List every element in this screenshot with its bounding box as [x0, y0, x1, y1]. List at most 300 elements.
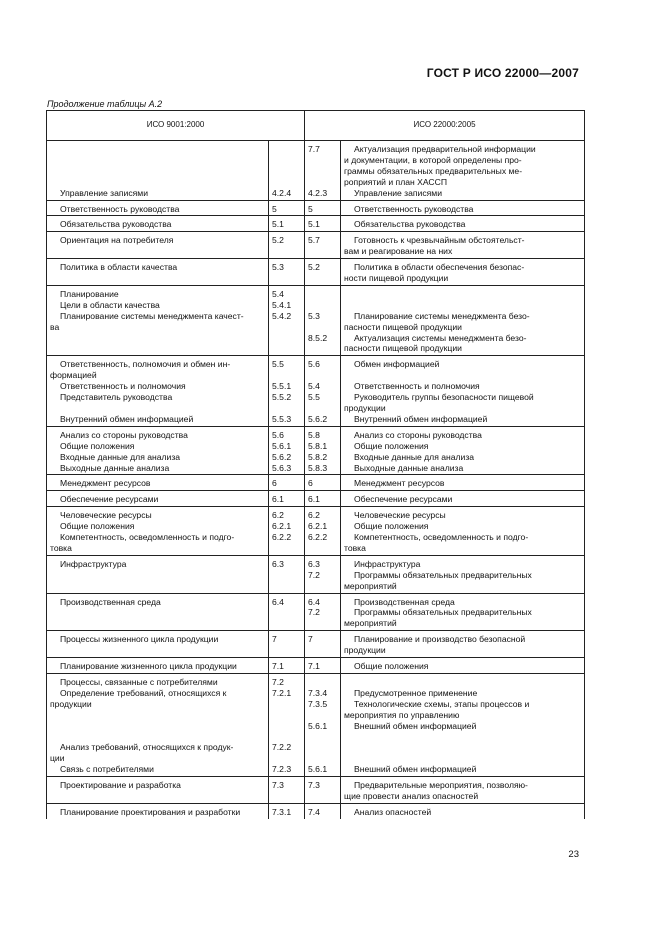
cell-line — [305, 543, 340, 554]
table-cell-c4 — [341, 593, 585, 631]
table-cell-c1 — [47, 507, 269, 556]
cell-line — [269, 607, 304, 618]
table-cell-c1 — [47, 658, 269, 674]
cell-line: 7.3.5 — [308, 698, 328, 709]
cell-line: Проектирование и разработка — [60, 780, 181, 791]
cell-line: Политика в области обеспечения безопас- — [354, 262, 525, 273]
cell-line: 5.8.1 — [308, 440, 328, 451]
table-cell-c3 — [305, 631, 341, 658]
table-cell-c1 — [47, 475, 269, 491]
cell-line — [269, 570, 304, 581]
cell-line: 7.4 — [308, 806, 320, 817]
cell-line — [341, 742, 584, 753]
table-cell-c3 — [305, 426, 341, 475]
table-cell-c2 — [269, 631, 305, 658]
table-cell-c3 — [305, 593, 341, 631]
cell-line — [269, 343, 304, 354]
table-cell-c3 — [305, 491, 341, 507]
cell-line — [269, 273, 304, 284]
cell-line: граммы обязательных предварительных ме- — [344, 165, 523, 176]
table-cell-c4 — [341, 141, 585, 201]
cell-line: 6.1 — [272, 494, 284, 505]
cell-line: мероприятий — [344, 580, 397, 591]
cell-line: товка — [344, 542, 366, 553]
cell-line: 5.8.2 — [308, 451, 328, 462]
cell-line: Цели в области качества — [60, 299, 160, 310]
cell-line: 5.5 — [272, 359, 284, 370]
table-cell-c1 — [47, 777, 269, 804]
table-cell-c3 — [305, 232, 341, 259]
cell-line — [47, 570, 268, 581]
table-cell-c3 — [305, 555, 341, 593]
cell-line — [305, 753, 340, 764]
cell-line: Анализ со стороны руководства — [354, 429, 482, 440]
cell-line: Выходные данные анализа — [60, 462, 170, 473]
table-row — [47, 259, 585, 286]
cell-line: Человеческие ресурсы — [60, 510, 152, 521]
cell-line: Внутренний обмен информацией — [60, 413, 194, 424]
table-cell-c3 — [305, 777, 341, 804]
table-cell-c1 — [47, 356, 269, 426]
cell-line — [269, 155, 304, 166]
table-cell-c4 — [341, 631, 585, 658]
cell-line — [269, 403, 304, 414]
cell-line: 7.3.4 — [308, 687, 328, 698]
cell-line: 7.2.3 — [272, 764, 292, 775]
table-cell-c3 — [305, 141, 341, 201]
cell-line: 5.6 — [272, 429, 284, 440]
table-cell-c2 — [269, 777, 305, 804]
table-row — [47, 777, 585, 804]
cell-line: Обязательства руководства — [60, 219, 172, 230]
cell-line: Внутренний обмен информацией — [354, 413, 488, 424]
cell-line: Производственная среда — [60, 596, 161, 607]
cell-line — [305, 677, 340, 688]
cell-line: 7.3 — [308, 780, 320, 791]
table-cell-c3 — [305, 475, 341, 491]
cell-line: Ответственность и полномочия — [354, 381, 480, 392]
cell-line — [47, 732, 268, 743]
cell-line: Общие положения — [354, 440, 429, 451]
table-cell-c1 — [47, 259, 269, 286]
table-row — [47, 356, 585, 426]
cell-line: 6.3 — [308, 558, 320, 569]
cell-line: 5.3 — [308, 310, 320, 321]
cell-line — [305, 618, 340, 629]
cell-line: 5.5 — [308, 392, 320, 403]
cell-line: Человеческие ресурсы — [354, 510, 446, 521]
cell-line: 5.4 — [272, 288, 284, 299]
cell-line: 5 — [308, 203, 313, 214]
cell-line: мероприятий — [344, 618, 397, 629]
cell-line — [269, 618, 304, 629]
cell-line: 7.2 — [272, 677, 284, 688]
cell-line: 5.3 — [272, 262, 284, 273]
table-cell-c1 — [47, 491, 269, 507]
cell-line — [47, 607, 268, 618]
cell-line — [305, 246, 340, 257]
cell-line: Процессы жизненного цикла продукции — [60, 634, 219, 645]
cell-line: 7.2.1 — [272, 687, 292, 698]
table-row — [47, 475, 585, 491]
cell-line: Предварительные мероприятия, позволяю- — [354, 780, 528, 791]
table-cell-c4 — [341, 356, 585, 426]
table-cell-c4 — [341, 285, 585, 355]
cell-line — [341, 753, 584, 764]
cell-line: Анализ опасностей — [354, 806, 432, 817]
cell-line — [305, 322, 340, 333]
table-row — [47, 631, 585, 658]
cell-line — [47, 618, 268, 629]
cell-line: 5.8 — [308, 429, 320, 440]
cell-line: 6.2.2 — [308, 532, 328, 543]
cell-line: 8.5.2 — [308, 332, 328, 343]
cell-line — [305, 289, 340, 300]
cell-line: 7.1 — [308, 661, 320, 672]
cell-line — [305, 742, 340, 753]
cell-line: продукции — [344, 645, 386, 656]
cell-line: Ответственность, полномочия и обмен ин- — [60, 359, 231, 370]
table-cell-c3 — [305, 507, 341, 556]
cell-line: Общие положения — [60, 521, 135, 532]
cell-line: Ориентация на потребителя — [60, 235, 174, 246]
cell-line: Планирование и производство безопасной — [354, 634, 526, 645]
cell-line — [269, 710, 304, 721]
table-cell-c2 — [269, 216, 305, 232]
cell-line — [47, 710, 268, 721]
table-cell-c2 — [269, 426, 305, 475]
cell-line: Определение требований, относящихся к — [60, 687, 227, 698]
page-number: 23 — [568, 849, 579, 860]
table-cell-c1 — [47, 555, 269, 593]
cell-line: Политика в области качества — [60, 262, 178, 273]
cell-line: товка — [50, 542, 72, 553]
table-cell-c4 — [341, 426, 585, 475]
table-cell-c4 — [341, 555, 585, 593]
cell-line: Выходные данные анализа — [354, 462, 464, 473]
table-cell-c2 — [269, 674, 305, 777]
cell-line: Предусмотренное применение — [354, 687, 478, 698]
cell-line: Общие положения — [354, 521, 429, 532]
cell-line: Общие положения — [354, 661, 429, 672]
table-cell-c2 — [269, 232, 305, 259]
cell-line — [269, 721, 304, 732]
cell-line: 6.2.1 — [272, 521, 292, 532]
table-cell-c3 — [305, 803, 341, 818]
cell-line — [305, 177, 340, 188]
cell-line: Ответственность и полномочия — [60, 381, 186, 392]
cell-line — [269, 370, 304, 381]
header-iso9001: ИСО 9001:2000 — [47, 111, 305, 141]
table-cell-c1 — [47, 674, 269, 777]
table-cell-c2 — [269, 803, 305, 818]
cell-line — [269, 333, 304, 344]
cell-line: 7.2.2 — [272, 742, 292, 753]
cell-line: формацией — [50, 370, 97, 381]
cell-line: Менеджмент ресурсов — [60, 478, 151, 489]
table-row — [47, 426, 585, 475]
cell-line — [305, 791, 340, 802]
table-cell-c2 — [269, 475, 305, 491]
cell-line — [269, 322, 304, 333]
cell-line: Программы обязательных предварительных — [354, 569, 532, 580]
cell-line: Менеджмент ресурсов — [354, 478, 445, 489]
cell-line — [269, 543, 304, 554]
cell-line: 5.4.1 — [272, 299, 292, 310]
table-cell-c1 — [47, 141, 269, 201]
table-cell-c2 — [269, 555, 305, 593]
table-cell-c2 — [269, 593, 305, 631]
table-cell-c2 — [269, 200, 305, 216]
table-cell-c4 — [341, 777, 585, 804]
cell-line — [305, 300, 340, 311]
cell-line — [305, 155, 340, 166]
cell-line: Инфраструктура — [354, 558, 421, 569]
cell-line — [341, 370, 584, 381]
table-cell-c3 — [305, 356, 341, 426]
table-cell-c3 — [305, 674, 341, 777]
cell-line — [47, 581, 268, 592]
cell-line: Входные данные для анализа — [354, 451, 475, 462]
cell-line — [47, 166, 268, 177]
document-standard: ГОСТ Р ИСО 22000—2007 — [426, 66, 579, 80]
cell-line: пасности пищевой продукции — [344, 321, 462, 332]
cell-line: Планирование системы менеджмента качест- — [60, 310, 244, 321]
cell-line: 7.7 — [308, 144, 320, 154]
cell-line: Обеспечение ресурсами — [60, 494, 159, 505]
cell-line: Анализ требований, относящихся к продук- — [60, 742, 234, 753]
cell-line — [305, 166, 340, 177]
table-row — [47, 593, 585, 631]
cell-line — [305, 732, 340, 743]
table-row — [47, 141, 585, 201]
cell-line: роприятий и план ХАССП — [344, 176, 448, 187]
cell-line — [47, 343, 268, 354]
cell-line: Руководитель группы безопасности пищевой — [354, 392, 534, 403]
cell-line — [47, 791, 268, 802]
cell-line — [47, 177, 268, 188]
cell-line: Управление записями — [60, 187, 148, 198]
cell-line: Обеспечение ресурсами — [354, 494, 453, 505]
cell-line: Планирование системы менеджмента безо- — [354, 310, 530, 321]
table-cell-c2 — [269, 491, 305, 507]
cell-line — [47, 144, 268, 155]
cell-line — [269, 645, 304, 656]
cell-line: 6.1 — [308, 494, 320, 505]
cell-line: 6.3 — [272, 558, 284, 569]
cell-line: Ответственность руководства — [60, 203, 180, 214]
cell-line: Внешний обмен информацией — [354, 764, 477, 775]
cell-line: 5 — [272, 203, 277, 214]
cell-line: продукции — [344, 402, 386, 413]
cell-line: Актуализация системы менеджмента безо- — [354, 332, 527, 343]
cell-line: 6 — [308, 478, 313, 489]
table-cell-c2 — [269, 356, 305, 426]
cell-line: Общие положения — [60, 440, 135, 451]
cell-line — [305, 403, 340, 414]
cell-line: Представитель руководства — [60, 392, 173, 403]
table-row — [47, 491, 585, 507]
cell-line — [47, 645, 268, 656]
table-cell-c2 — [269, 141, 305, 201]
cell-line: 7.2 — [308, 607, 320, 618]
table-cell-c1 — [47, 803, 269, 818]
cell-line: 5.1 — [308, 219, 320, 230]
cell-line — [341, 677, 584, 688]
cell-line — [305, 710, 340, 721]
table-cell-c2 — [269, 285, 305, 355]
cell-line: Актуализация предварительной информации — [354, 144, 536, 154]
cell-line: 7 — [308, 634, 313, 645]
cell-line: Программы обязательных предварительных — [354, 607, 532, 618]
cell-line: 6 — [272, 478, 277, 489]
cell-line: 6.2 — [308, 510, 320, 521]
cell-line: 4.2.3 — [308, 187, 328, 198]
table-header-row — [47, 111, 585, 141]
cell-line: 6.2.2 — [272, 532, 292, 543]
cell-line: Процессы, связанные с потребителями — [60, 677, 218, 688]
table-cell-c3 — [305, 658, 341, 674]
table-cell-c1 — [47, 200, 269, 216]
cell-line: вам и реагирование на них — [344, 246, 453, 257]
table-cell-c4 — [341, 232, 585, 259]
cell-line: ции — [50, 753, 65, 764]
cell-line: 5.6.3 — [272, 462, 292, 473]
cell-line: Готовность к чрезвычайным обстоятельст- — [354, 235, 525, 246]
cell-line: 5.4.2 — [272, 310, 292, 321]
table-row — [47, 658, 585, 674]
cell-line: 5.6.2 — [308, 413, 328, 424]
cell-line: 5.5.1 — [272, 381, 292, 392]
cell-line — [305, 343, 340, 354]
table-row — [47, 507, 585, 556]
cell-line: 5.6.1 — [272, 440, 292, 451]
cell-line — [269, 246, 304, 257]
table-cell-c3 — [305, 216, 341, 232]
cell-line — [47, 403, 268, 414]
cell-line: 5.7 — [308, 235, 320, 246]
cell-line: 5.6.1 — [308, 764, 328, 775]
cell-line: 5.6.1 — [308, 720, 328, 731]
cell-line: Компетентность, осведомленность и подго- — [60, 532, 235, 543]
cell-line: Обмен информацией — [354, 359, 440, 370]
cell-line: 6.2 — [272, 510, 284, 521]
cell-line: Компетентность, осведомленность и подго- — [354, 532, 529, 543]
cell-line: 6.4 — [272, 596, 284, 607]
table-cell-c4 — [341, 803, 585, 818]
cell-line: Планирование — [60, 288, 119, 299]
table-cell-c4 — [341, 475, 585, 491]
cell-line: 7.3 — [272, 780, 284, 791]
cell-line: Обязательства руководства — [354, 219, 466, 230]
cell-line — [47, 721, 268, 732]
cell-line: Инфраструктура — [60, 558, 127, 569]
cell-line — [47, 246, 268, 257]
cell-line — [305, 645, 340, 656]
table-body — [47, 141, 585, 819]
cell-line: Входные данные для анализа — [60, 451, 181, 462]
table-cell-c3 — [305, 285, 341, 355]
table-row — [47, 674, 585, 777]
cell-line: 5.1 — [272, 219, 284, 230]
table-cell-c1 — [47, 426, 269, 475]
cell-line — [305, 581, 340, 592]
cell-line: 5.5.2 — [272, 392, 292, 403]
cell-line: 5.6 — [308, 359, 320, 370]
cell-line: 5.8.3 — [308, 462, 328, 473]
table-row — [47, 285, 585, 355]
cell-line: мероприятия по управлению — [344, 709, 460, 720]
table-cell-c4 — [341, 216, 585, 232]
cell-line: Внешний обмен информацией — [354, 720, 477, 731]
table-cell-c2 — [269, 507, 305, 556]
cell-line — [269, 177, 304, 188]
cell-line — [269, 732, 304, 743]
cell-line: 5.5.3 — [272, 413, 292, 424]
cell-line: 6.4 — [308, 596, 320, 607]
table-row — [47, 555, 585, 593]
table-cell-c4 — [341, 658, 585, 674]
cell-line: и документации, в которой определены про- — [344, 154, 522, 165]
table-row — [47, 803, 585, 818]
cell-line: ности пищевой продукции — [344, 273, 449, 284]
table-cell-c4 — [341, 259, 585, 286]
table-cell-c4 — [341, 674, 585, 777]
cell-line: Планирование проектирования и разработки — [60, 806, 241, 817]
table-cell-c1 — [47, 216, 269, 232]
table-caption: Продолжение таблицы А.2 — [47, 99, 163, 109]
cell-line — [341, 289, 584, 300]
table-cell-c1 — [47, 593, 269, 631]
cell-line: Управление записями — [354, 187, 442, 198]
cell-line: Ответственность руководства — [354, 203, 474, 214]
cell-line: 5.4 — [308, 381, 320, 392]
cell-line: Планирование жизненного цикла продукции — [60, 661, 237, 672]
table-row — [47, 200, 585, 216]
table-cell-c1 — [47, 285, 269, 355]
cell-line: 5.6.2 — [272, 451, 292, 462]
cell-line — [269, 699, 304, 710]
cell-line: Анализ со стороны руководства — [60, 429, 188, 440]
cell-line — [269, 144, 304, 155]
table-row — [47, 232, 585, 259]
table-cell-c2 — [269, 658, 305, 674]
cell-line — [47, 333, 268, 344]
table-cell-c4 — [341, 200, 585, 216]
cell-line — [341, 732, 584, 743]
table-row — [47, 216, 585, 232]
cell-line: пасности пищевой продукции — [344, 343, 462, 354]
cell-line: 5.2 — [308, 262, 320, 273]
cell-line — [47, 155, 268, 166]
cell-line: 7.1 — [272, 661, 284, 672]
cell-line: Технологические схемы, этапы процессов и — [354, 698, 530, 709]
cell-line — [269, 581, 304, 592]
cell-line: Производственная среда — [354, 596, 455, 607]
cell-line — [341, 300, 584, 311]
cell-line — [47, 273, 268, 284]
table-cell-c3 — [305, 200, 341, 216]
cell-line: 7.3.1 — [272, 806, 292, 817]
table-cell-c4 — [341, 507, 585, 556]
table-cell-c3 — [305, 259, 341, 286]
cell-line: 5.2 — [272, 235, 284, 246]
cell-line: 4.2.4 — [272, 187, 292, 198]
table-cell-c4 — [341, 491, 585, 507]
cell-line: 7.2 — [308, 569, 320, 580]
cell-line: Связь с потребителями — [60, 764, 154, 775]
cell-line: 6.2.1 — [308, 521, 328, 532]
